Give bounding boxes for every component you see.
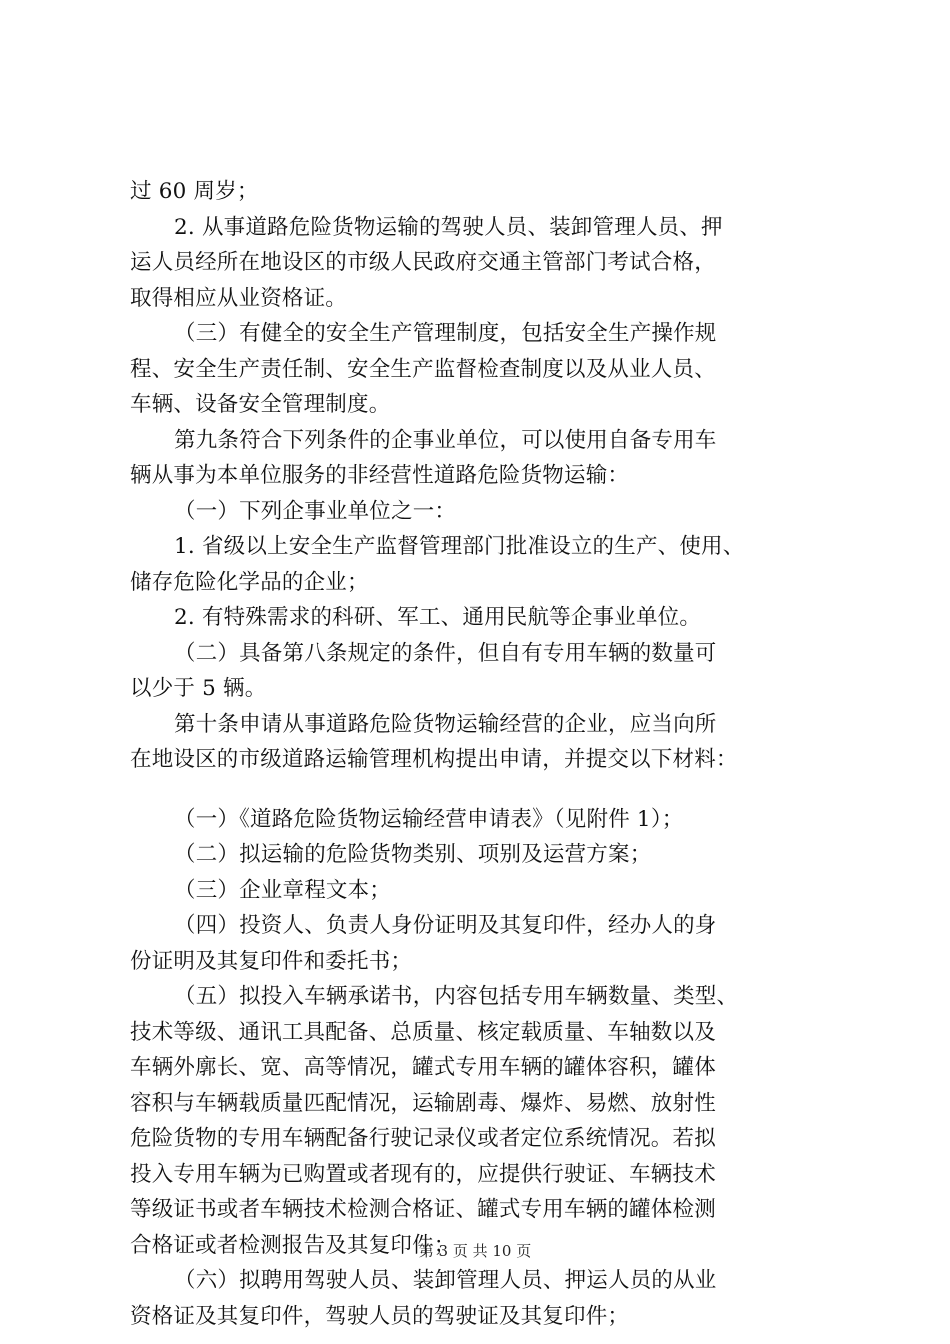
- text-line: 车辆、设备安全管理制度。: [130, 392, 391, 417]
- text-line: 资格证及其复印件，驾驶人员的驾驶证及其复印件；: [130, 1303, 630, 1329]
- text-line: 等级证书或者车辆技术检测合格证、罐式专用车辆的罐体检测: [130, 1197, 716, 1222]
- text-line: （三）企业章程文本；: [174, 877, 392, 903]
- text-line: 过 60 周岁；: [130, 179, 259, 204]
- text-line: 2. 有特殊需求的科研、军工、通用民航等企事业单位。: [174, 605, 702, 630]
- text-line: 在地设区的市级道路运输管理机构提出申请，并提交以下材料：: [130, 747, 738, 772]
- text-line: （一）《道路危险货物运输经营申请表》（见附件 1）；: [174, 806, 684, 832]
- document-body: [130, 174, 850, 1334]
- paragraph-gap: [130, 778, 850, 802]
- text-line: 车辆外廓长、宽、高等情况，罐式专用车辆的罐体容积，罐体: [130, 1055, 716, 1080]
- text-line: 辆从事为本单位服务的非经营性道路危险货物运输：: [130, 463, 630, 488]
- text-line: 取得相应从业资格证。: [130, 285, 348, 311]
- text-line: 第九条符合下列条件的企事业单位，可以使用自备专用车: [174, 427, 717, 453]
- text-line: 1. 省级以上安全生产监督管理部门批准设立的生产、使用、: [174, 534, 745, 559]
- text-line: （三）有健全的安全生产管理制度，包括安全生产操作规: [174, 321, 717, 346]
- text-line: 程、安全生产责任制、安全生产监督检查制度以及从业人员、: [130, 356, 716, 382]
- text-line: 合格证或者检测报告及其复印件；: [130, 1232, 456, 1258]
- text-line: （四）投资人、负责人身份证明及其复印件，经办人的身: [174, 913, 717, 938]
- text-line: 2. 从事道路危险货物运输的驾驶人员、装卸管理人员、押: [174, 214, 723, 240]
- text-line: 第十条申请从事道路危险货物运输经营的企业，应当向所: [174, 711, 717, 737]
- text-line: 容积与车辆载质量匹配情况，运输剧毒、爆炸、易燃、放射性: [130, 1090, 716, 1116]
- text-line: （六）拟聘用驾驶人员、装卸管理人员、押运人员的从业: [174, 1268, 717, 1293]
- text-line: （二）拟运输的危险货物类别、项别及运营方案；: [174, 842, 652, 867]
- text-line: 份证明及其复印件和委托书；: [130, 948, 413, 974]
- text-line: 以少于 5 辆。: [130, 676, 267, 701]
- text-line: （二）具备第八条规定的条件，但自有专用车辆的数量可: [174, 640, 717, 666]
- text-line: 危险货物的专用车辆配备行驶记录仪或者定位系统情况。若拟: [130, 1126, 716, 1151]
- text-line: 投入专用车辆为已购置或者现有的，应提供行驶证、车辆技术: [130, 1161, 716, 1187]
- text-line: 运人员经所在地设区的市级人民政府交通主管部门考试合格，: [130, 250, 716, 275]
- text-line: 技术等级、通讯工具配备、总质量、核定载质量、车轴数以及: [130, 1019, 716, 1045]
- text-line: （一）下列企事业单位之一：: [174, 498, 457, 524]
- page-footer: 第 3 页 共 10 页: [418, 1242, 532, 1260]
- text-line: 储存危险化学品的企业；: [130, 569, 369, 595]
- text-line: （五）拟投入车辆承诺书，内容包括专用车辆数量、类型、: [174, 984, 739, 1009]
